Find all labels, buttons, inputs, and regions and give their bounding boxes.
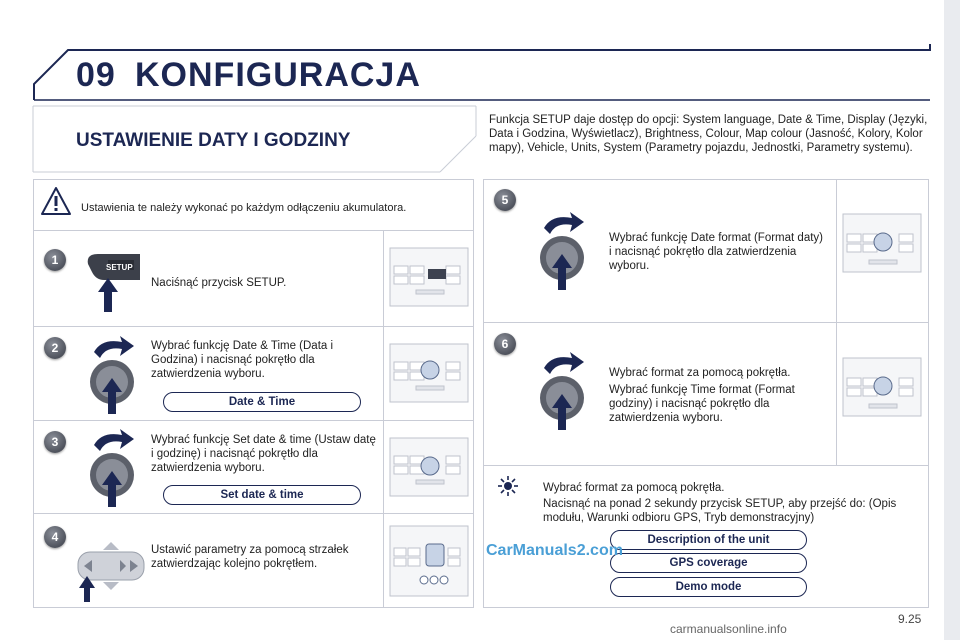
setup-key-label: SETUP (106, 263, 133, 272)
section-title: USTAWIENIE DATY I GODZINY (76, 130, 351, 151)
chapter-number: 09 (76, 56, 116, 94)
step-3-text: Wybrać funkcję Set date & time (Ustaw datę i godzinę) i nacisnąć pokrętło dla zatwierdzenia wyboru. (151, 434, 376, 474)
radio-panel-thumbnail (841, 356, 923, 418)
divider (483, 322, 929, 323)
radio-panel-thumbnail (388, 426, 470, 510)
tip-text-b: Nacisnąć na ponad 2 sekundy przycisk SETUP, aby przejść do: (Opis modułu, Warunki odbioru GPS, Tryb demonstracyjny) (543, 498, 897, 524)
step-4-badge: 4 (44, 526, 66, 548)
setup-button-illustration (84, 250, 144, 314)
set-date-time-menu-pill[interactable]: Set date & time (163, 485, 361, 505)
radio-panel-thumbnail (388, 518, 470, 604)
footer-site: carmanualsonline.info (670, 622, 787, 636)
step-6-text-b: Wybrać funkcję Time format (Format godziny) i nacisnąć pokrętło dla zatwierdzenia wyboru. (609, 384, 795, 424)
page-edge-rail (944, 0, 960, 640)
radio-panel-thumbnail (841, 212, 923, 274)
step-3-badge: 3 (44, 431, 66, 453)
date-time-menu-pill[interactable]: Date & Time (163, 392, 361, 412)
knob-push-illustration (80, 332, 148, 416)
divider (33, 513, 474, 514)
divider (383, 230, 384, 608)
step-2-badge: 2 (44, 337, 66, 359)
warning-text: Ustawienia te należy wykonać po każdym odłączeniu akumulatora. (81, 202, 407, 214)
step-5-badge: 5 (494, 189, 516, 211)
step-6-badge: 6 (494, 333, 516, 355)
description-unit-pill[interactable]: Description of the unit (610, 530, 807, 550)
radio-panel-thumbnail (388, 332, 470, 416)
step-5-text: Wybrać funkcję Date format (Format daty) i nacisnąć pokrętło dla zatwierdzenia wyboru. (609, 232, 823, 272)
knob-push-illustration (530, 348, 598, 432)
gps-coverage-pill[interactable]: GPS coverage (610, 553, 807, 573)
watermark-logo: CarManuals2.com (486, 542, 623, 559)
knob-push-illustration (80, 425, 148, 509)
step-6-text-a: Wybrać format za pomocą pokrętła. (609, 367, 791, 379)
divider (483, 465, 929, 466)
chapter-title: KONFIGURACJA (135, 56, 421, 94)
arrow-keys-illustration (70, 540, 154, 604)
divider (33, 420, 474, 421)
demo-mode-pill[interactable]: Demo mode (610, 577, 807, 597)
radio-panel-thumbnail (388, 236, 470, 320)
sun-tip-icon (497, 475, 519, 497)
step-2-text: Wybrać funkcję Date & Time (Data i Godzina) i nacisnąć pokrętło dla zatwierdzenia wyboru. (151, 340, 334, 380)
page-number: 9.25 (898, 612, 922, 626)
divider (33, 326, 474, 327)
step-1-badge: 1 (44, 249, 66, 271)
section-intro: Funkcja SETUP daje dostęp do opcji: System language, Date & Time, Display (Języki, Data i Godzina, Wyświetlacz), Brightness, Colour, Map colour (Jasność, Kolory, Kolor mapy), Vehicle, Units, System (Parametry pojazdu, Jednostki, Parametry systemu). (489, 114, 928, 154)
knob-push-illustration (530, 208, 598, 292)
divider (836, 179, 837, 465)
tip-text-a: Wybrać format za pomocą pokrętła. (543, 482, 725, 494)
divider (33, 230, 474, 231)
warning-icon (40, 186, 72, 216)
step-1-text: Naciśnąć przycisk SETUP. (151, 277, 287, 289)
step-4-text: Ustawić parametry za pomocą strzałek zatwierdzając kolejno pokrętłem. (151, 544, 349, 570)
